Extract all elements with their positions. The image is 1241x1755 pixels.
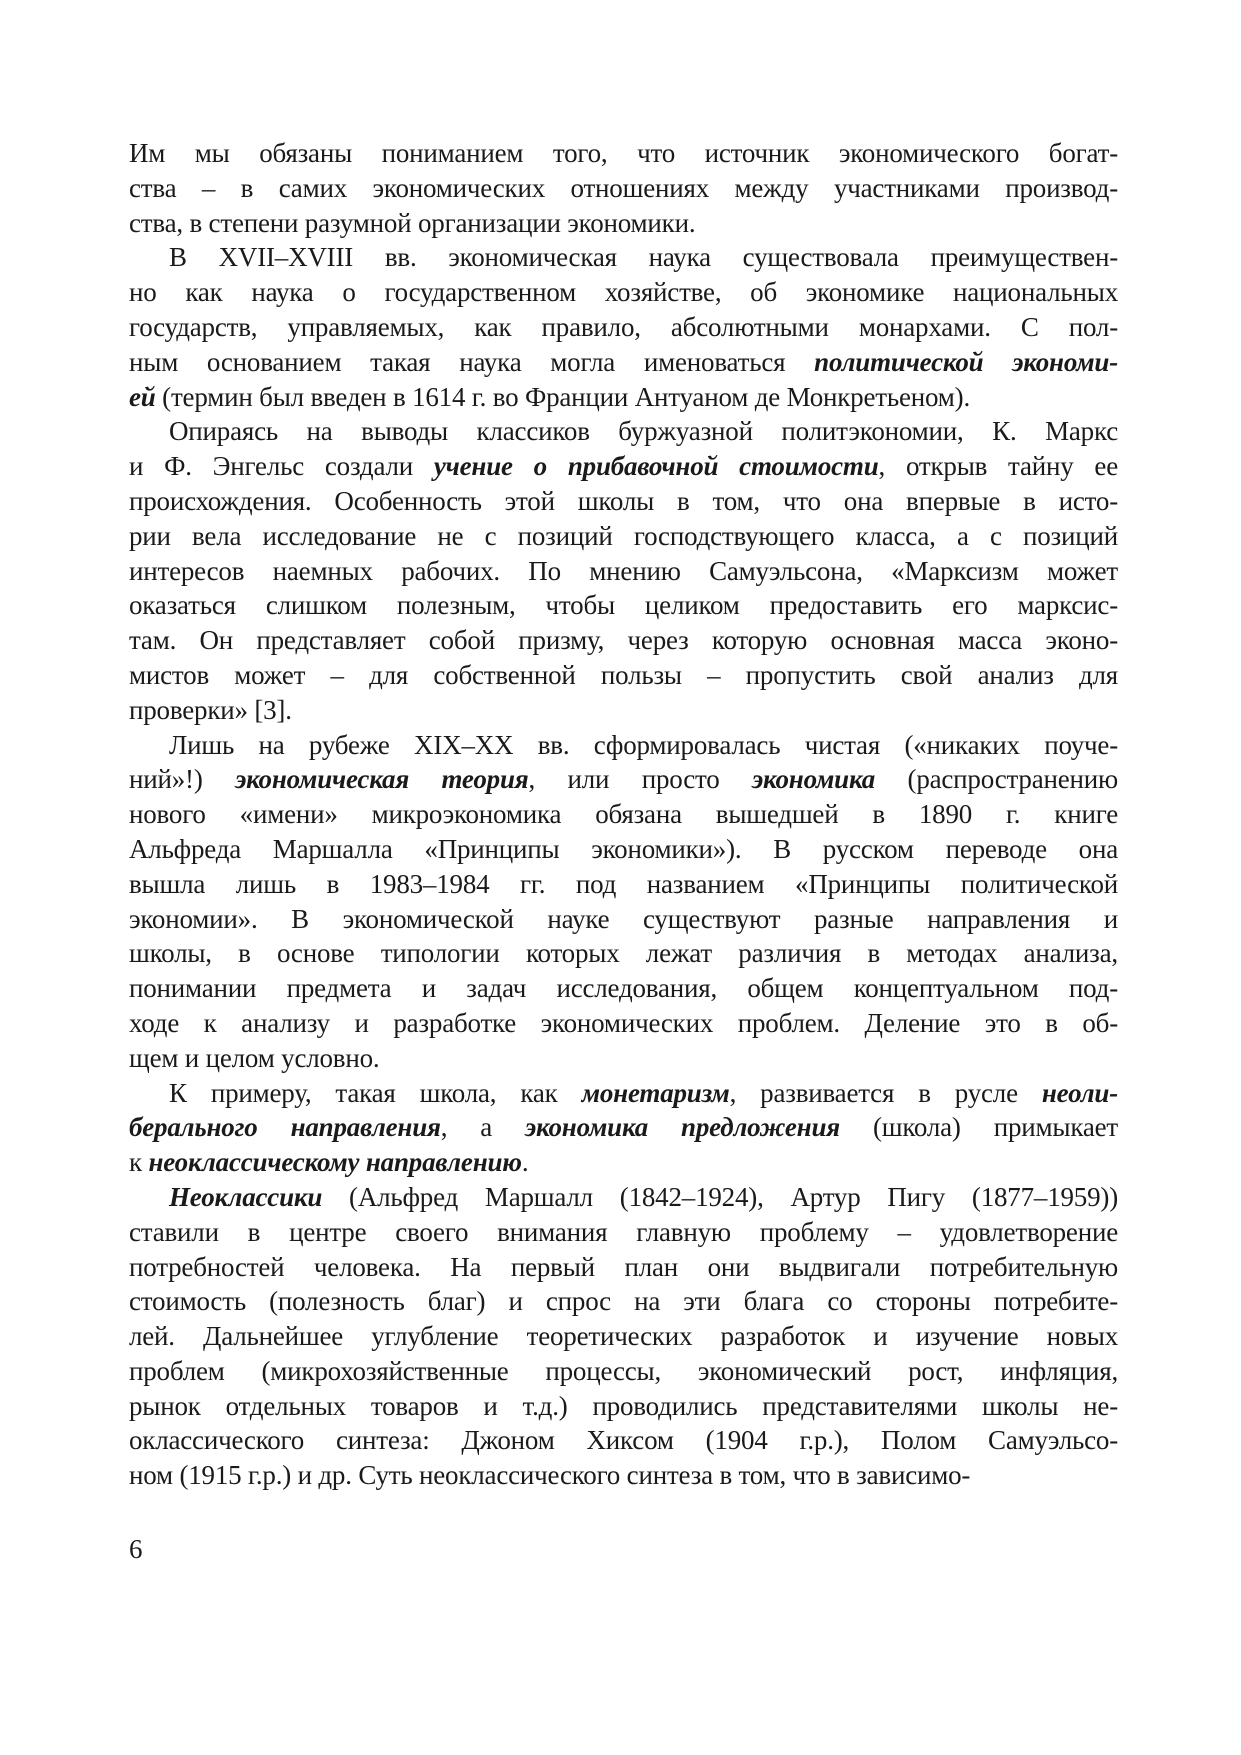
text-run: , развивается в русле bbox=[729, 1077, 1042, 1108]
text-run: ным основанием такая наука могла именоваться bbox=[129, 346, 815, 377]
text-line bbox=[129, 519, 1118, 554]
page-number: 6 bbox=[129, 1534, 143, 1564]
text-run: ства – в самих экономических отношениях между участниками производ- bbox=[129, 172, 1118, 203]
text-run: , а bbox=[440, 1112, 526, 1143]
text-line bbox=[129, 1215, 1118, 1250]
text-run: экономии». В экономической науке существуют разные направления и bbox=[129, 903, 1118, 934]
text-line bbox=[129, 832, 1118, 867]
text-line bbox=[129, 380, 1118, 415]
paragraph bbox=[129, 1180, 1118, 1493]
text-line bbox=[129, 275, 1118, 310]
text-run: вышла лишь в 1983–1984 гг. под названием «Принципы политической bbox=[129, 868, 1118, 899]
text-run: к bbox=[129, 1147, 149, 1178]
paragraph bbox=[129, 1076, 1118, 1180]
text-run: и Ф. Энгельс создали bbox=[129, 451, 434, 482]
text-run: нового «имени» микроэкономика обязана вышедшей в 1890 г. книге bbox=[129, 799, 1118, 830]
text-line bbox=[129, 1284, 1118, 1319]
emphasized-term: Неоклассики bbox=[169, 1181, 323, 1212]
text-run: интересов наемных рабочих. По мнению Самуэльсона, «Марксизм может bbox=[129, 555, 1118, 586]
text-run: . bbox=[521, 1147, 529, 1178]
text-run: государств, управляемых, как правило, абсолютными монархами. С пол- bbox=[129, 311, 1118, 342]
text-run: но как наука о государственном хозяйстве, об экономике национальных bbox=[129, 277, 1118, 308]
text-run: (Альфред Маршалл (1842–1924), Артур Пигу (1877–1959)) bbox=[322, 1181, 1118, 1212]
text-run: , открыв тайну ее bbox=[878, 451, 1118, 482]
text-line bbox=[129, 1423, 1118, 1458]
text-run: школы, в основе типологии которых лежат различия в методах анализа, bbox=[129, 938, 1118, 969]
text-line bbox=[129, 414, 1118, 449]
paragraph bbox=[129, 136, 1118, 240]
text-line bbox=[129, 762, 1118, 797]
text-line bbox=[129, 1076, 1118, 1111]
text-run: потребностей человека. На первый план они выдвигали потребительную bbox=[129, 1251, 1118, 1282]
text-line bbox=[129, 136, 1118, 171]
text-line bbox=[129, 1354, 1118, 1389]
text-run: ном (1915 г.р.) и др. Суть неоклассического синтеза в том, что в зависимо- bbox=[129, 1460, 971, 1491]
paragraph bbox=[129, 240, 1118, 414]
text-run: происхождения. Особенность этой школы в том, что она впервые в исто- bbox=[129, 485, 1118, 516]
text-line bbox=[129, 623, 1118, 658]
text-run: лей. Дальнейшее углубление теоретических разработок и изучение новых bbox=[129, 1321, 1118, 1352]
emphasized-term: монетаризм bbox=[581, 1077, 730, 1108]
emphasized-term: берального направления bbox=[129, 1112, 441, 1143]
text-line bbox=[129, 1006, 1118, 1041]
text-run: К примеру, такая школа, как bbox=[169, 1077, 582, 1108]
text-line bbox=[129, 1041, 1118, 1076]
text-line bbox=[129, 1180, 1118, 1215]
text-line bbox=[129, 693, 1118, 728]
text-run: (школа) примыкает bbox=[840, 1112, 1118, 1143]
paragraph bbox=[129, 728, 1118, 1076]
text-line bbox=[129, 971, 1118, 1006]
text-run: , или просто bbox=[528, 764, 753, 795]
text-line bbox=[129, 1458, 1118, 1493]
text-run: В XVII–XVIII вв. экономическая наука существовала преимуществен- bbox=[169, 242, 1118, 273]
text-line bbox=[129, 936, 1118, 971]
text-line bbox=[129, 484, 1118, 519]
text-line bbox=[129, 658, 1118, 693]
emphasized-term: неоклассическому направлению bbox=[148, 1147, 522, 1178]
text-line bbox=[129, 867, 1118, 902]
page-body bbox=[129, 136, 1118, 1493]
text-line bbox=[129, 797, 1118, 832]
text-line bbox=[129, 1110, 1118, 1145]
text-run: мистов может – для собственной пользы – пропустить свой анализ для bbox=[129, 659, 1118, 690]
text-run: оказаться слишком полезным, чтобы целиком предоставить его марксис- bbox=[129, 590, 1118, 621]
text-run: рии вела исследование не с позиций господствующего класса, а с позиций bbox=[129, 520, 1118, 551]
text-run: проблем (микрохозяйственные процессы, экономический рост, инфляция, bbox=[129, 1355, 1118, 1386]
emphasized-term: ей bbox=[129, 381, 156, 412]
text-run: Альфреда Маршалла «Принципы экономики»). В русском переводе она bbox=[129, 833, 1118, 864]
emphasized-term: экономическая теория bbox=[235, 764, 529, 795]
text-run: ний»!) bbox=[129, 764, 236, 795]
emphasized-term: учение о прибавочной стоимости bbox=[433, 451, 879, 482]
text-run: стоимость (полезность благ) и спрос на эти блага со стороны потребите- bbox=[129, 1286, 1118, 1317]
text-line bbox=[129, 728, 1118, 763]
text-line bbox=[129, 1145, 1118, 1180]
text-line bbox=[129, 206, 1118, 241]
text-line bbox=[129, 310, 1118, 345]
paragraph bbox=[129, 414, 1118, 727]
text-run: щем и целом условно. bbox=[129, 1042, 380, 1073]
text-run: ставили в центре своего внимания главную проблему – удовлетворение bbox=[129, 1216, 1118, 1247]
emphasized-term: неоли- bbox=[1041, 1077, 1118, 1108]
emphasized-term: политической экономи- bbox=[814, 346, 1118, 377]
text-run: ходе к анализу и разработке экономических проблем. Деление это в об- bbox=[129, 1007, 1118, 1038]
text-run: Опираясь на выводы классиков буржуазной политэкономии, К. Маркс bbox=[169, 416, 1118, 447]
text-run: проверки» [3]. bbox=[129, 694, 292, 725]
text-run: Им мы обязаны пониманием того, что источник экономического богат- bbox=[129, 138, 1118, 168]
text-run: рынок отдельных товаров и т.д.) проводились представителями школы не- bbox=[129, 1390, 1118, 1421]
text-line bbox=[129, 588, 1118, 623]
emphasized-term: экономика bbox=[752, 764, 876, 795]
text-run: понимании предмета и задач исследования, общем концептуальном под- bbox=[129, 973, 1118, 1004]
text-line bbox=[129, 171, 1118, 206]
text-run: ства, в степени разумной организации экономики. bbox=[129, 207, 696, 238]
text-run: (термин был введен в 1614 г. во Франции Антуаном де Монкретьеном). bbox=[155, 381, 971, 412]
text-line bbox=[129, 1319, 1118, 1354]
text-run: Лишь на рубеже XIX–XX вв. сформировалась чистая («никаких поуче- bbox=[169, 729, 1118, 760]
text-line bbox=[129, 1250, 1118, 1285]
text-line bbox=[129, 240, 1118, 275]
text-line bbox=[129, 902, 1118, 937]
text-run: там. Он представляет собой призму, через которую основная масса эконо- bbox=[129, 625, 1118, 656]
text-line bbox=[129, 345, 1118, 380]
text-run: (распространению bbox=[875, 764, 1119, 795]
text-line bbox=[129, 449, 1118, 484]
text-line bbox=[129, 1389, 1118, 1424]
emphasized-term: экономика предложения bbox=[525, 1112, 841, 1143]
text-run: оклассического синтеза: Джоном Хиксом (1904 г.р.), Полом Самуэльсо- bbox=[129, 1425, 1118, 1456]
text-line bbox=[129, 554, 1118, 589]
